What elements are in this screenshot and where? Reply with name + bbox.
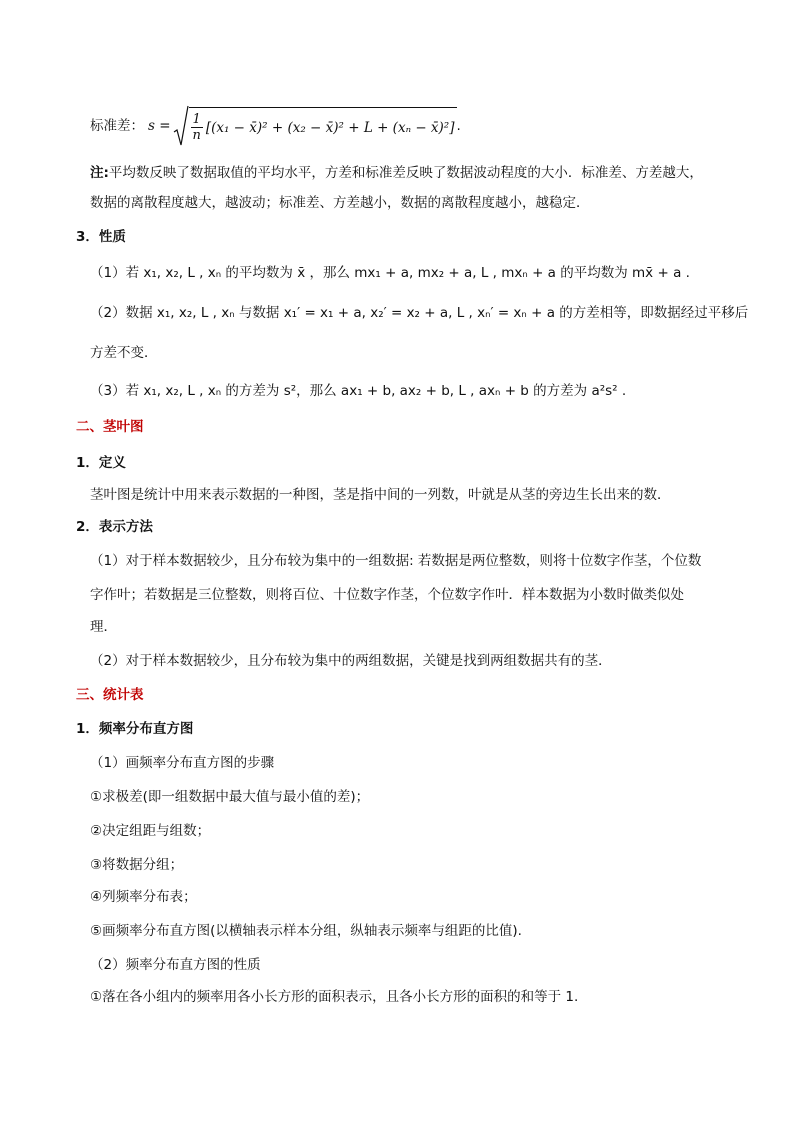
step-item: ⑤画频率分布直方图(以横轴表示样本分组，纵轴表示频率与组距的比值). xyxy=(90,923,522,939)
section-title-stem-leaf: 二、茎叶图 xyxy=(76,419,144,435)
sqrt-radical xyxy=(173,104,457,148)
note-text-1: 平均数反映了数据取值的平均水平，方差和标准差反映了数据波动程度的大小．标准差、方差越大， xyxy=(108,165,703,181)
step-item: ②决定组距与组数； xyxy=(90,823,211,839)
step-item: ①求极差(即一组数据中最大值与最小值的差)； xyxy=(90,789,370,805)
histogram-property-1: ①落在各小组内的频率用各小长方形的面积表示，且各小长方形的面积的和等于 1. xyxy=(90,989,579,1005)
heading-properties: 3．性质 xyxy=(76,229,126,245)
stddev-lhs: s = xyxy=(148,118,171,134)
definition-text: 茎叶图是统计中用来表示数据的一种图，茎是指中间的一列数，叶就是从茎的旁边生长出来的数． xyxy=(90,487,671,503)
histogram-steps-title: （1）画频率分布直方图的步骤 xyxy=(90,755,275,771)
stddev-formula xyxy=(90,104,461,148)
method-2: （2）对于样本数据较少，且分布较为集中的两组数据，关键是找到两组数据共有的茎． xyxy=(90,653,612,669)
step-item: ④列频率分布表； xyxy=(90,889,197,905)
fraction xyxy=(191,112,203,143)
method-1-line-3: 理． xyxy=(90,619,117,635)
heading-histogram: 1．频率分布直方图 xyxy=(76,721,194,737)
property-2-line-1: （2）数据 x₁, x₂, L , xₙ 与数据 x₁′ = x₁ + a, x₂′ = x₂ + a, L , xₙ′ = xₙ + a 的方差相等，即数据经过平移后 xyxy=(90,305,749,321)
note-line-2: 数据的离散程度越大，越波动；标准差、方差越小，数据的离散程度越小，越稳定． xyxy=(90,195,590,211)
property-1: （1）若 x₁, x₂, L , xₙ 的平均数为 x̄ ，那么 mx₁ + a, mx₂ + a, L , mxₙ + a 的平均数为 mx̄ + a . xyxy=(90,265,690,281)
histogram-properties-title: （2）频率分布直方图的性质 xyxy=(90,957,261,973)
step-item: ③将数据分组； xyxy=(90,857,184,873)
radicand xyxy=(189,107,457,148)
fraction-denominator: n xyxy=(192,128,201,143)
method-1-line-1: （1）对于样本数据较少，且分布较为集中的一组数据: 若数据是两位整数，则将十位数字作茎，个位数 xyxy=(90,553,702,569)
property-2-line-2: 方差不变． xyxy=(90,345,158,361)
section-title-statistics-table: 三、统计表 xyxy=(76,687,144,703)
fraction-numerator: 1 xyxy=(192,112,201,127)
sqrt-sign-icon xyxy=(173,104,189,148)
property-3: （3）若 x₁, x₂, L , xₙ 的方差为 s²，那么 ax₁ + b, ax₂ + b, L , axₙ + b 的方差为 a²s² . xyxy=(90,383,627,399)
note-line-1 xyxy=(90,162,703,184)
method-1-line-2: 字作叶；若数据是三位整数，则将百位、十位数字作茎，个位数字作叶．样本数据为小数时做类似处 xyxy=(90,587,684,603)
heading-definition: 1．定义 xyxy=(76,455,126,471)
stddev-body: [(x₁ − x̄)² + (x₂ − x̄)² + L + (xₙ − x̄)²] xyxy=(205,119,455,136)
heading-representation: 2．表示方法 xyxy=(76,519,153,535)
note-label: 注: xyxy=(90,165,109,181)
stddev-end: . xyxy=(456,118,461,134)
stddev-label: 标准差： xyxy=(90,118,144,134)
